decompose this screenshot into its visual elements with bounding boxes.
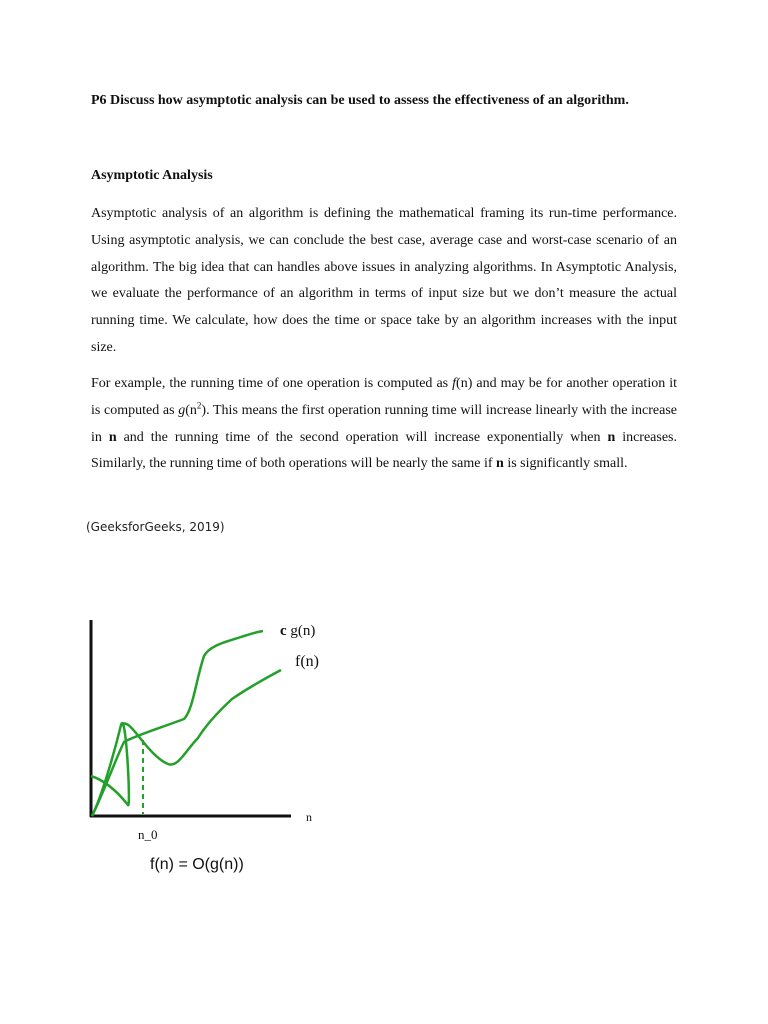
variable-n: n xyxy=(496,456,504,472)
function-g: g xyxy=(178,402,186,418)
paragraph-example-text: is significantly small. xyxy=(503,456,628,472)
cg-n-label xyxy=(280,623,315,640)
section-heading: Asymptotic Analysis xyxy=(91,168,213,183)
x-axis-label: n xyxy=(306,810,312,824)
g-n-text: g(n) xyxy=(286,623,316,639)
function-f: f xyxy=(452,376,457,391)
big-o-diagram-svg xyxy=(0,600,400,900)
constant-c: c xyxy=(280,623,287,639)
paragraph-example-text: (n) and may be for another operation it is computed as xyxy=(91,376,678,418)
superscript-exponent: 2 xyxy=(196,400,202,411)
curve-cg-n-upper xyxy=(121,670,281,765)
n0-label: n_0 xyxy=(138,827,158,842)
f-n-label: f(n) xyxy=(295,653,319,670)
paragraph-example-text: (n xyxy=(185,402,197,418)
paragraph-example-text: increases. Similarly, the running time of both operations will be nearly the same if xyxy=(91,429,678,472)
paragraph-example-text: and the running time of the second operation will increase exponentially when xyxy=(116,429,608,445)
big-o-diagram xyxy=(0,600,400,900)
citation: (GeeksforGeeks, 2019) xyxy=(86,520,225,534)
variable-n: n xyxy=(108,429,117,445)
curve-f-n xyxy=(92,631,263,816)
big-o-caption: f(n) = O(g(n)) xyxy=(150,856,244,873)
paragraph-example-text: ). This means the first operation running time will increase linearly with the increase in xyxy=(91,402,677,445)
paragraph-example-text: For example, the running time of one operation is computed as xyxy=(91,376,453,391)
variable-n: n xyxy=(607,429,616,445)
paragraph-definition: Asymptotic analysis of an algorithm is defining the mathematical framing its run-time performance. Using asymptotic analysis, we can conclude the best case, average case and worst-case scenario of an algorithm. The big idea that can handles above issues in analyzing algorithms. In Asymptotic Analysis, we evaluate the performance of an algorithm in terms of input size but we don’t measure the actual running time. We calculate, how does the time or space take by an algorithm increases with the input size. xyxy=(91,206,677,355)
paragraph-example xyxy=(91,371,677,478)
question-heading: P6 Discuss how asymptotic analysis can be used to assess the effectiveness of an algorithm. xyxy=(91,93,629,108)
curve-cg-n xyxy=(91,723,129,816)
